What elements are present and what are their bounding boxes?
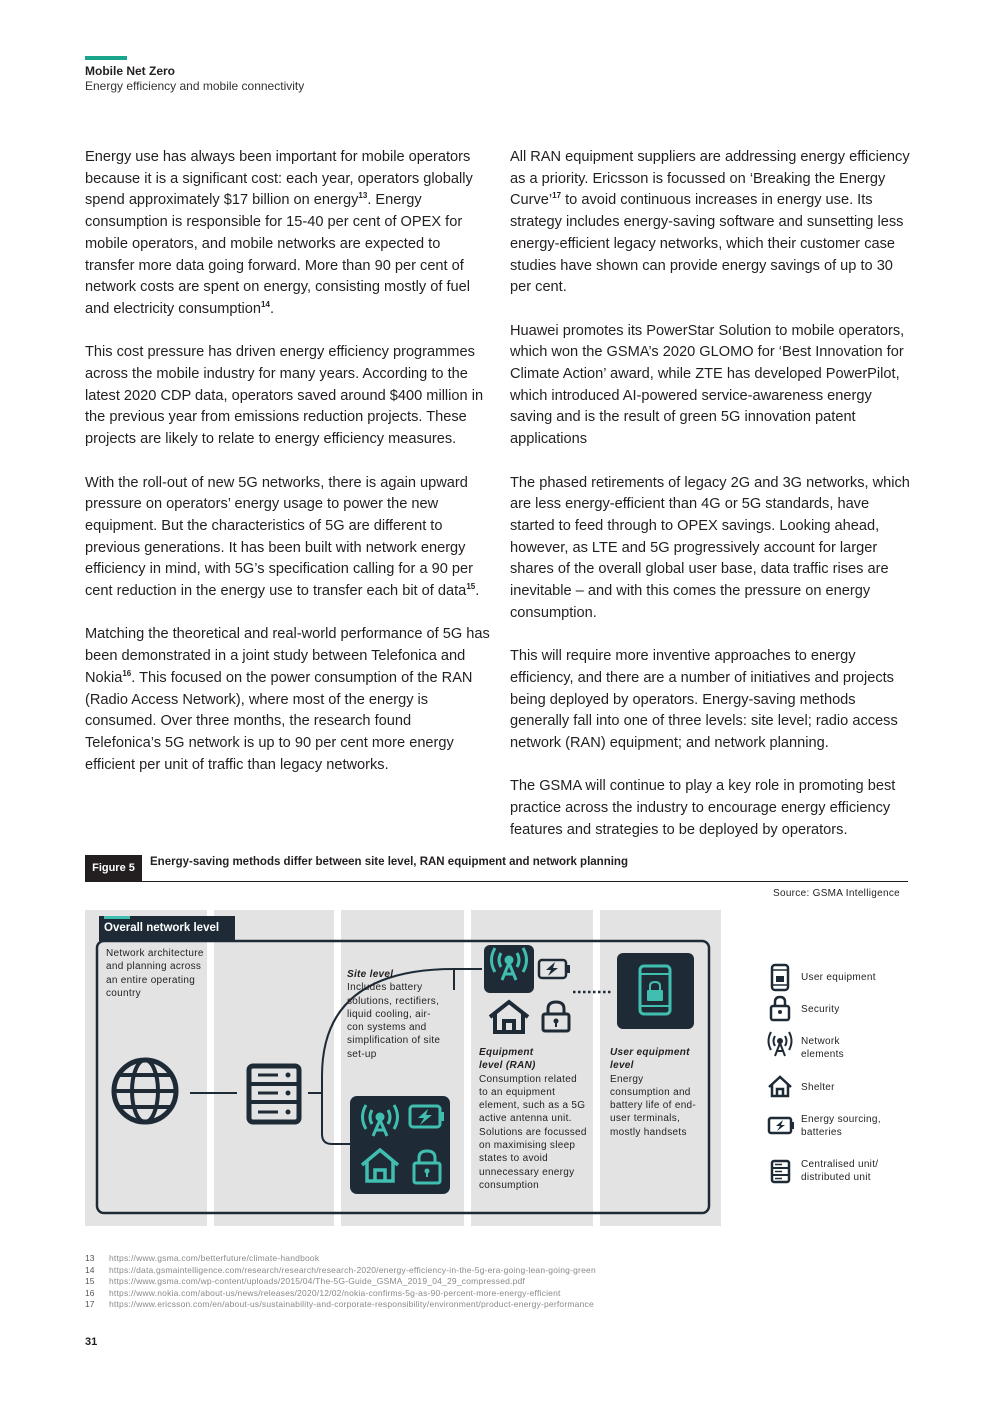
overall-network-description: Network architecture and planning across an entire operating country [106, 948, 204, 999]
footnote: 16 https://www.nokia.com/about-us/news/releases/2020/12/02/nokia-confirms-5g-as-90-percent-more-energy-efficient [85, 1288, 561, 1298]
legend-label: Shelter [801, 1082, 835, 1093]
footnote: 15 https://www.gsma.com/wp-content/uploads/2015/04/The-5G-Guide_GSMA_2019_04_29_compressed.pdf [85, 1276, 526, 1286]
figure-source: Source: GSMA Intelligence [772, 888, 900, 899]
site-level-description: Includes battery solutions, rectifiers, liquid cooling, air-con systems and simplification of site set-up [347, 982, 441, 1060]
figure-label: Figure 5 [85, 855, 142, 882]
footnote: 14 https://data.gsmaintelligence.com/research/research/research-2020/energy-efficiency-in-the-5g-era-going-lean-going-green [85, 1265, 596, 1275]
footnote-ref[interactable]: 16 [122, 668, 132, 678]
legend-label: Energy sourcing, batteries [801, 1114, 881, 1138]
figure-title: Energy-saving methods differ between site level, RAN equipment and network planning [150, 856, 628, 868]
antenna-icon [769, 1032, 792, 1056]
footnote-link[interactable]: https://www.ericsson.com/en/about-us/sustainability-and-corporate-responsibility/environment/product-energy-performance [109, 1299, 594, 1309]
footnote-ref[interactable]: 13 [358, 191, 368, 201]
globe-icon [114, 1060, 176, 1122]
equipment-level-text [479, 1046, 587, 1192]
paragraph: With the roll-out of new 5G networks, there is again upward pressure on operators’ energy usage to power the new equipment. But the characteristics of 5G are different to previous generations. It has been built with network energy efficiency in mind, with 5G’s specification calling for a 90 per cent reduction in the energy use to transfer each bit of data$^{15}$. [85, 474, 480, 600]
footnote-link[interactable]: https://www.gsma.com/betterfuture/climate-handbook [109, 1253, 320, 1263]
overall-network-label-accent [104, 916, 130, 919]
footnote: 17 https://www.ericsson.com/en/about-us/sustainability-and-corporate-responsibility/environment/product-energy-performance [85, 1299, 594, 1309]
battery-icon [539, 960, 570, 978]
page-number: 31 [85, 1336, 98, 1348]
document-title: Mobile Net Zero [85, 64, 176, 78]
connector-line [322, 1093, 350, 1144]
user-equipment-level-title: User equipment level [610, 1047, 690, 1072]
site-level-text [347, 968, 447, 1061]
user-equipment-level-description: Energy consumption and battery life of end-user terminals, mostly handsets [610, 1073, 697, 1138]
footnote: 13 https://www.gsma.com/betterfuture/climate-handbook [85, 1253, 320, 1263]
legend-label: Network elements [801, 1036, 844, 1060]
footnote-ref[interactable]: 14 [261, 300, 270, 310]
legend-label: Security [801, 1004, 840, 1015]
document-subtitle: Energy efficiency and mobile connectivity [85, 79, 305, 93]
battery-icon [769, 1118, 794, 1133]
legend-label: User equipment [801, 972, 876, 983]
footnote-link[interactable]: https://www.nokia.com/about-us/news/releases/2020/12/02/nokia-confirms-5g-as-90-percent-more-energy-efficient [109, 1288, 561, 1298]
user-equipment-level-text [610, 1046, 705, 1139]
phone-icon [772, 965, 788, 990]
lock-icon [543, 1002, 569, 1031]
lock-icon [771, 997, 789, 1020]
equipment-level-description: Consumption related to an equipment element, such as a 5G active antenna unit. Solutions are focussed on maximising sleep states to avoid unnecessary energy consumption [479, 1073, 587, 1191]
paragraph: This cost pressure has driven energy efficiency programmes across the mobile industry for many years. According to the latest 2020 CDP data, operators saved around $400 million in the previous year from emissions reduction projects. These projects are likely to relate to energy efficiency measures. [85, 344, 484, 448]
house-icon [490, 1002, 528, 1032]
paragraph: Matching the theoretical and real-world performance of 5G has been demonstrated in a joint study between Telefonica and Nokia$^{16}$. This focused on the power consumption of the RAN (Radio Access Network), where most of the energy is consumed. Over three months, the research found Telefonica’s 5G network is up to 90 per cent more energy efficient per unit of traffic than legacy networks. [85, 626, 490, 773]
paragraph: The phased retirements of legacy 2G and 3G networks, which are less energy-efficient than 4G or 5G standards, have started to feed through to OPEX savings. Looking ahead, however, as LTE and 5G progressively account for larger shares of the overall global user base, data traffic rises are inevitable – and with this comes the pressure on energy consumption. [510, 474, 910, 621]
equipment-level-title: Equipment level (RAN) [479, 1047, 536, 1072]
paragraph: Energy use has always been important for mobile operators because it is a significant cost: each year, operators globally spend approximately $17 billion on energy$^{13}$. Energy consumption is responsible for 15-40 per cent of OPEX for mobile operators, and mobile networks are expected to transfer more data going forward. More than 90 per cent of network costs are spent on energy, consisting mostly of fuel and electricity consumption$^{14}$. [85, 149, 473, 317]
overall-network-title: Overall network level [104, 922, 220, 934]
paragraph: All RAN equipment suppliers are addressing energy efficiency as a priority. Ericsson is focussed on ‘Breaking the Energy Curve’$^{17}$ to avoid continuous increases in energy use. Its strategy includes energy-saving software and sunsetting less energy-efficient legacy networks, which their customer case studies have shown can provide energy savings of up to 30 per cent. [510, 149, 910, 296]
house-icon [769, 1077, 791, 1096]
paragraph: This will require more inventive approaches to energy efficiency, and there are a number of initiatives and projects being deployed by operators. Energy-saving methods generally fall into one of three levels: site level; radio access network (RAN) equipment; and network planning. [510, 648, 898, 751]
paragraph: The GSMA will continue to play a key role in promoting best practice across the industry to encourage energy efficiency features and strategies to be deployed by operators. [510, 778, 896, 838]
footnote-link[interactable]: https://data.gsmaintelligence.com/research/research/research-2020/energy-efficiency-in-the-5g-era-going-lean-going-green [109, 1265, 596, 1275]
server-icon [772, 1161, 789, 1182]
legend-label: Centralised unit/ distributed unit [801, 1159, 879, 1183]
paragraph: Huawei promotes its PowerStar Solution to mobile operators, which won the GSMA’s 2020 GLOMO for ‘Best Innovation for Climate Action’ award, while ZTE has developed PowerPilot, which introduced AI-powered service-awareness energy saving and is the result of green 5G innovation patent applications [510, 322, 905, 448]
server-icon [249, 1066, 299, 1122]
footnote-link[interactable]: https://www.gsma.com/wp-content/uploads/2015/04/The-5G-Guide_GSMA_2019_04_29_compressed.pdf [109, 1276, 526, 1286]
footnote-ref[interactable]: 17 [552, 191, 562, 201]
site-level-title: Site level [347, 969, 394, 980]
footnote-ref[interactable]: 15 [466, 582, 476, 592]
